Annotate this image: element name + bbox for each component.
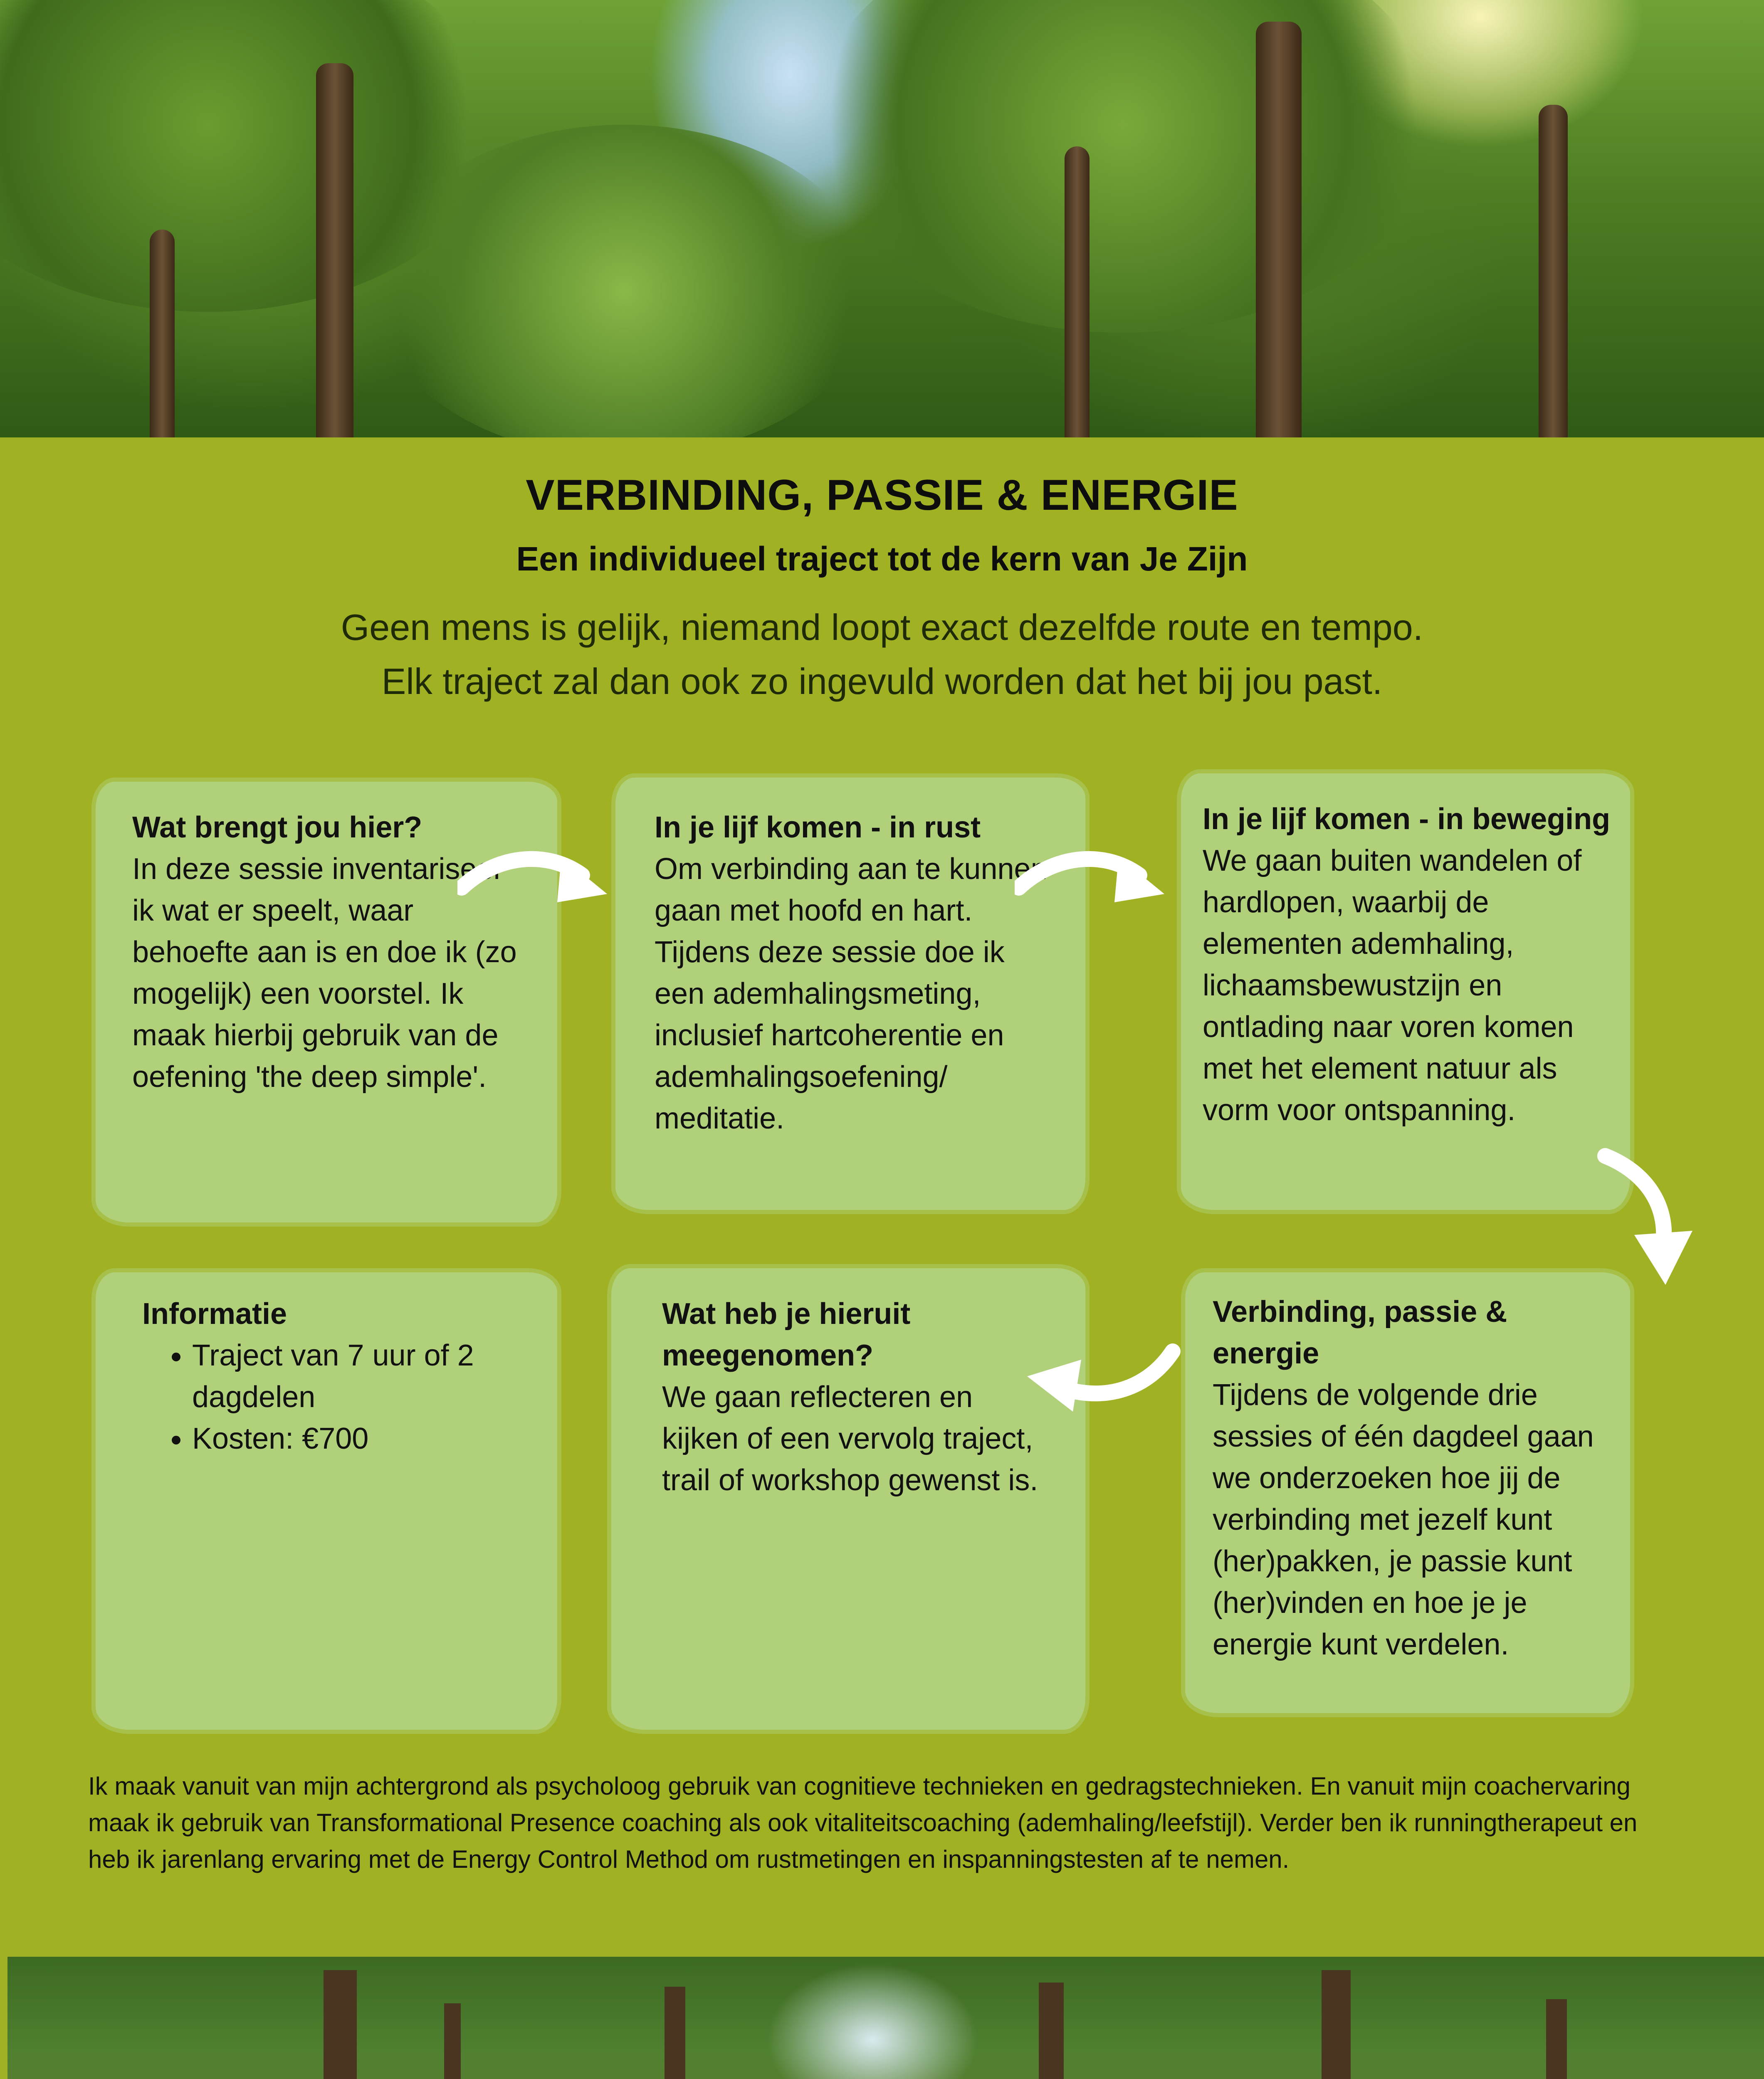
card-2-content <box>655 807 1054 1139</box>
page-subtitle: Een individueel traject tot de kern van Je Zijn <box>516 540 1248 578</box>
card-5-text: We gaan reflecteren en kijken of een vervolg traject, trail of workshop gewenst is. <box>662 1380 1038 1497</box>
card-2-title: In je lijf komen - in rust <box>655 811 981 844</box>
info-item-cost: • Kosten: €700 <box>192 1418 516 1459</box>
curved-arrow-right-icon <box>1015 840 1173 923</box>
page-title: VERBINDING, PASSIE & ENERGIE <box>526 471 1238 519</box>
intro-line-2: Elk traject zal dan ook zo ingevuld worden dat het bij jou past. <box>381 661 1383 702</box>
card-4-content <box>142 1293 516 1459</box>
curved-arrow-right-icon <box>457 840 615 923</box>
card-1-title: Wat brengt jou hier? <box>132 811 422 844</box>
hero-forest-photo <box>0 0 1764 437</box>
curved-arrow-down-icon <box>1597 1148 1697 1289</box>
info-item-duration: • Traject van 7 uur of 2 dagdelen <box>192 1335 516 1418</box>
curved-arrow-left-icon <box>1023 1343 1181 1414</box>
card-4-title: Informatie <box>142 1297 287 1331</box>
card-1-text: In deze sessie inventariseer ik wat er speelt, waar behoefte aan is en doe ik (zo mogelijk) een voorstel. Ik maak hierbij gebruik van de oefening 'the deep simple'. <box>132 852 517 1094</box>
intro-line-1: Geen mens is gelijk, niemand loopt exact dezelfde route en tempo. <box>341 607 1423 648</box>
card-5-title: Wat heb je hieruit meegenomen? <box>662 1297 911 1372</box>
forest-path-photo <box>7 1957 1764 2079</box>
card-2-text: Om verbinding aan te kunnen gaan met hoofd en hart. Tijdens deze sessie doe ik een ademhalingsmeting, inclusief hartcoherentie en ademhalingsoefening/ meditatie. <box>655 852 1048 1135</box>
card-6-title: Verbinding, passie & energie <box>1213 1295 1507 1370</box>
info-list <box>142 1335 516 1459</box>
card-3-text: We gaan buiten wandelen of hardlopen, waarbij de elementen ademhaling, lichaamsbewustzijn en ontlading naar voren komen met het element natuur als vorm voor ontspanning. <box>1203 844 1582 1127</box>
bio-paragraph: Ik maak vanuit van mijn achtergrond als psycholoog gebruik van cognitieve technieken en gedragstechnieken. En vanuit mijn coachervaring maak ik gebruik van Transformational Presence coaching als ook vitaliteitscoaching (ademhaling/leefstijl). Verder ben ik runningtherapeut en heb ik jarenlang ervaring met de Energy Control Method om rustmetingen en inspanningstesten af te nemen. <box>88 1772 1638 1873</box>
card-6-text: Tijdens de volgende drie sessies of één dagdeel gaan we onderzoeken hoe jij de verbinding met jezelf kunt (her)pakken, je passie kunt (her)vinden en hoe je je energie kunt verdelen. <box>1213 1378 1594 1661</box>
card-3-content <box>1203 798 1618 1131</box>
card-6-content <box>1213 1291 1612 1665</box>
card-3-title: In je lijf komen - in beweging <box>1203 802 1611 836</box>
card-5-content <box>662 1293 1045 1501</box>
